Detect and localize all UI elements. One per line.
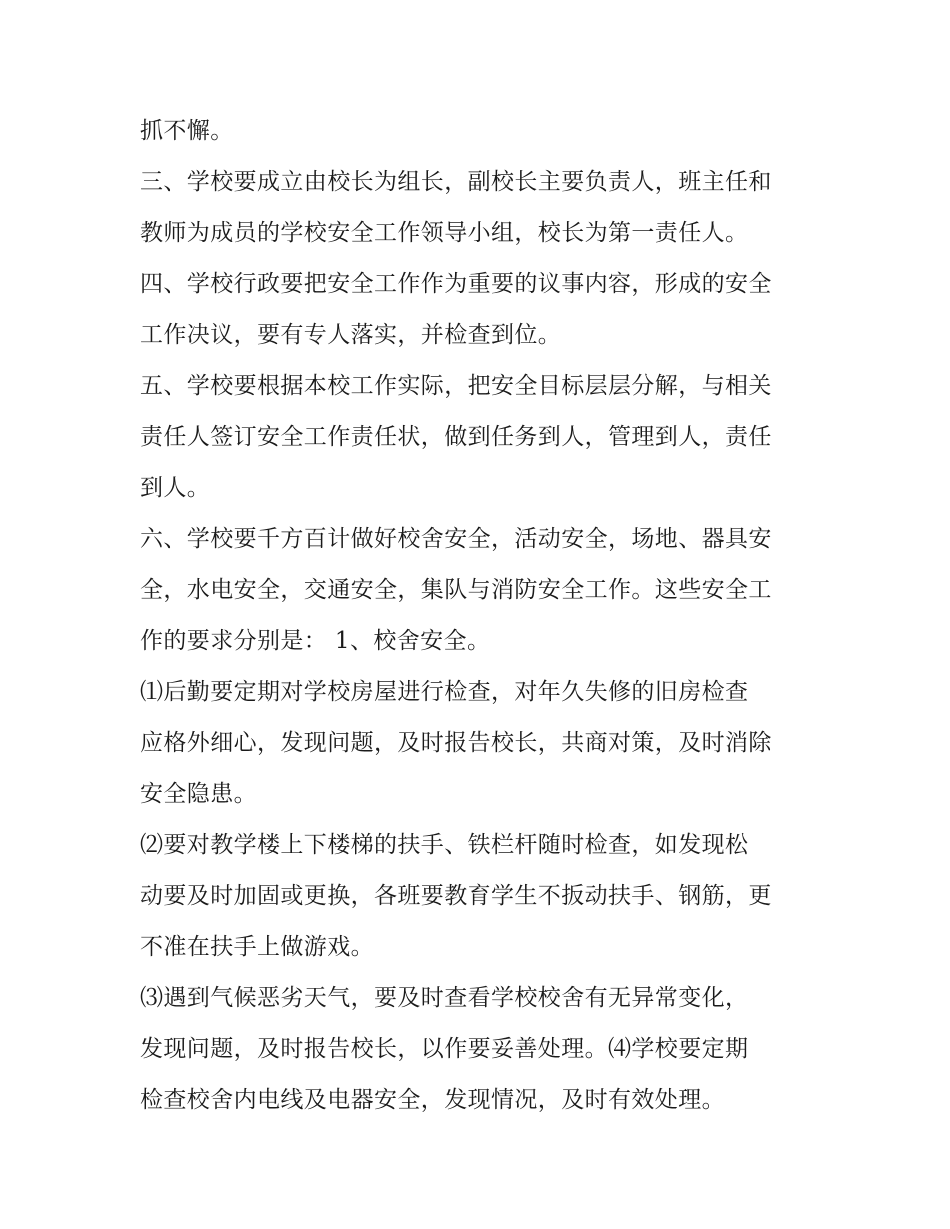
text-line: 抓不懈。	[140, 118, 234, 144]
text-line: 全，水电安全，交通安全，集队与消防安全工作。这些安全工	[140, 577, 772, 603]
text-line: 六、学校要千方百计做好校舍安全，活动安全，场地、器具安	[140, 526, 772, 552]
text-line: 应格外细心，发现问题，及时报告校长，共商对策，及时消除	[140, 730, 772, 756]
text-line: 教师为成员的学校安全工作领导小组，校长为第一责任人。	[140, 220, 749, 246]
text-line: 到人。	[140, 475, 211, 501]
text-line: 责任人签订安全工作责任状，做到任务到人，管理到人，责任	[140, 424, 772, 450]
text-line: 安全隐患。	[140, 781, 257, 807]
text-line: 作的要求分别是： 1、校舍安全。	[140, 628, 491, 654]
text-line: 不准在扶手上做游戏。	[140, 934, 374, 960]
text-line: 动要及时加固或更换，各班要教育学生不扳动扶手、钢筋，更	[140, 883, 772, 909]
document-body	[140, 106, 830, 1126]
text-line: 四、学校行政要把安全工作作为重要的议事内容，形成的安全	[140, 271, 772, 297]
text-line: 发现问题，及时报告校长，以作要妥善处理。⑷学校要定期	[140, 1036, 749, 1062]
text-line: ⑶遇到气候恶劣天气，要及时查看学校校舍有无异常变化，	[140, 985, 749, 1011]
text-line: ⑵要对教学楼上下楼梯的扶手、铁栏杆随时检查，如发现松	[140, 832, 749, 858]
text-line: 三、学校要成立由校长为组长，副校长主要负责人，班主任和	[140, 169, 772, 195]
text-line: ⑴后勤要定期对学校房屋进行检查，对年久失修的旧房检查	[140, 679, 749, 705]
text-line: 五、学校要根据本校工作实际，把安全目标层层分解，与相关	[140, 373, 772, 399]
text-line: 工作决议，要有专人落实，并检查到位。	[140, 322, 562, 348]
text-line: 检查校舍内电线及电器安全，发现情况，及时有效处理。	[140, 1087, 725, 1113]
